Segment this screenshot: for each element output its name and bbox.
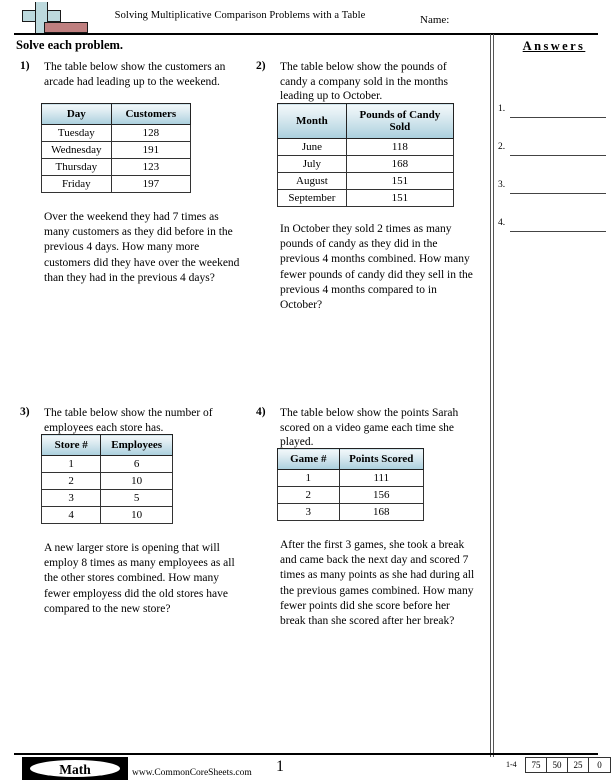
answer-row-4 xyxy=(498,218,610,238)
table-cell: Wednesday xyxy=(42,142,112,159)
table-row xyxy=(42,159,191,176)
answer-row-2 xyxy=(498,142,610,162)
table-cell: June xyxy=(278,139,347,156)
table-cell: 4 xyxy=(42,507,101,524)
answer-blank-1[interactable] xyxy=(510,117,606,118)
score-key xyxy=(525,757,611,773)
table-cell: 191 xyxy=(111,142,190,159)
score-value: 50 xyxy=(547,758,568,772)
answer-number-2: 2. xyxy=(498,142,506,152)
table-cell: 128 xyxy=(111,125,190,142)
table-cell: Tuesday xyxy=(42,125,112,142)
answers-column-divider xyxy=(490,34,494,757)
answer-number-3: 3. xyxy=(498,180,506,190)
problem-1-intro: The table below show the customers an arcade had leading up to the weekend. xyxy=(44,61,226,88)
table-cell: 151 xyxy=(346,173,453,190)
table-cell: Thursday xyxy=(42,159,112,176)
table-cell: Friday xyxy=(42,176,112,193)
problem-3-question: A new larger store is opening that will employ 8 times as many employees as all the other stores combined. How many fewer employess did the old stores have compared to the new store? xyxy=(44,542,235,615)
problem-1-number: 1) xyxy=(20,60,30,72)
table-header-cell: Month xyxy=(278,104,347,139)
score-value: 25 xyxy=(568,758,589,772)
table-row xyxy=(42,473,173,490)
problem-4-intro: The table below show the points Sarah scored on a video game each time she played. xyxy=(280,407,459,449)
table-cell: 111 xyxy=(339,470,423,487)
math-badge-label: Math xyxy=(59,761,91,777)
table-row xyxy=(278,470,424,487)
table-cell: 168 xyxy=(346,156,453,173)
table-cell: 123 xyxy=(111,159,190,176)
table-header-cell: Points Scored xyxy=(339,449,423,470)
page-number: 1 xyxy=(276,758,284,775)
table-row xyxy=(278,487,424,504)
problem-3-intro: The table below show the number of employees each store has. xyxy=(44,407,213,434)
table-row xyxy=(42,125,191,142)
table-cell: September xyxy=(278,190,347,207)
table-cell: 2 xyxy=(278,487,340,504)
problem-1-question: Over the weekend they had 7 times as many customers as they did before in the previous 4 days. How many more customers did they have over the weekend than they had in the previous 4 days? xyxy=(44,211,240,284)
table-header-row xyxy=(42,435,173,456)
answer-row-3 xyxy=(498,180,610,200)
page-header xyxy=(0,0,612,36)
table-row xyxy=(278,139,454,156)
answer-number-4: 4. xyxy=(498,218,506,228)
answer-blank-2[interactable] xyxy=(510,155,606,156)
table-header-cell: Customers xyxy=(111,104,190,125)
score-value: 75 xyxy=(526,758,547,772)
table-header-row xyxy=(278,104,454,139)
table-row xyxy=(278,156,454,173)
problem-1-table xyxy=(41,103,191,193)
table-cell: 6 xyxy=(101,456,173,473)
table-header-cell: Employees xyxy=(101,435,173,456)
table-row xyxy=(278,504,424,521)
score-value: 0 xyxy=(597,760,602,770)
table-cell: 2 xyxy=(42,473,101,490)
answers-heading: Answers xyxy=(522,39,586,53)
table-cell: August xyxy=(278,173,347,190)
cross-logo-icon xyxy=(18,2,80,34)
site-url: www.CommonCoreSheets.com xyxy=(132,768,252,778)
footer-divider xyxy=(14,753,598,755)
worksheet-title: Solving Multiplicative Comparison Problems with a Table xyxy=(114,10,366,21)
answer-blank-3[interactable] xyxy=(510,193,606,194)
problem-2-question: In October they sold 2 times as many pounds of candy as they did in the previous 4 months combined. How many fewer pounds of candy did they sell in the previous 4 months compared to in October? xyxy=(280,223,473,312)
table-cell: 3 xyxy=(278,504,340,521)
instruction-text: Solve each problem. xyxy=(16,38,124,52)
name-field-label: Name: xyxy=(420,14,450,26)
table-cell: 118 xyxy=(346,139,453,156)
table-cell: 10 xyxy=(101,507,173,524)
table-cell: 1 xyxy=(278,470,340,487)
table-cell: 5 xyxy=(101,490,173,507)
table-row xyxy=(42,456,173,473)
answer-blank-4[interactable] xyxy=(510,231,606,232)
table-header-cell: Game # xyxy=(278,449,340,470)
table-cell: 3 xyxy=(42,490,101,507)
table-cell: 197 xyxy=(111,176,190,193)
table-header-row xyxy=(42,104,191,125)
table-row xyxy=(278,190,454,207)
problem-2-number: 2) xyxy=(256,60,266,72)
table-cell: July xyxy=(278,156,347,173)
table-header-row xyxy=(278,449,424,470)
problem-3-table xyxy=(41,434,173,524)
table-row xyxy=(42,507,173,524)
problem-2-table xyxy=(277,103,454,207)
table-cell: 168 xyxy=(339,504,423,521)
math-badge xyxy=(22,757,128,780)
answer-row-1 xyxy=(498,104,610,124)
score-range-label: 1-4 xyxy=(506,760,517,769)
table-row xyxy=(278,173,454,190)
header-divider xyxy=(14,33,598,35)
table-cell: 10 xyxy=(101,473,173,490)
answer-number-1: 1. xyxy=(498,104,506,114)
table-header-cell: Day xyxy=(42,104,112,125)
problem-2-intro: The table below show the pounds of candy a company sold in the months leading up to October. xyxy=(280,61,448,103)
table-header-cell: Store # xyxy=(42,435,101,456)
problem-4-table xyxy=(277,448,424,521)
problem-4-number: 4) xyxy=(256,406,266,418)
table-cell: 156 xyxy=(339,487,423,504)
table-header-cell: Pounds of Candy Sold xyxy=(346,104,453,139)
problem-3-number: 3) xyxy=(20,406,30,418)
table-cell: 151 xyxy=(346,190,453,207)
table-cell: 1 xyxy=(42,456,101,473)
problem-4-question: After the first 3 games, she took a break and came back the next day and scored 7 times as many points as she had during all the previous games combined. How many fewer points did she score before her break than she scored after her break? xyxy=(280,539,475,628)
table-row xyxy=(42,142,191,159)
table-row xyxy=(42,176,191,193)
table-row xyxy=(42,490,173,507)
